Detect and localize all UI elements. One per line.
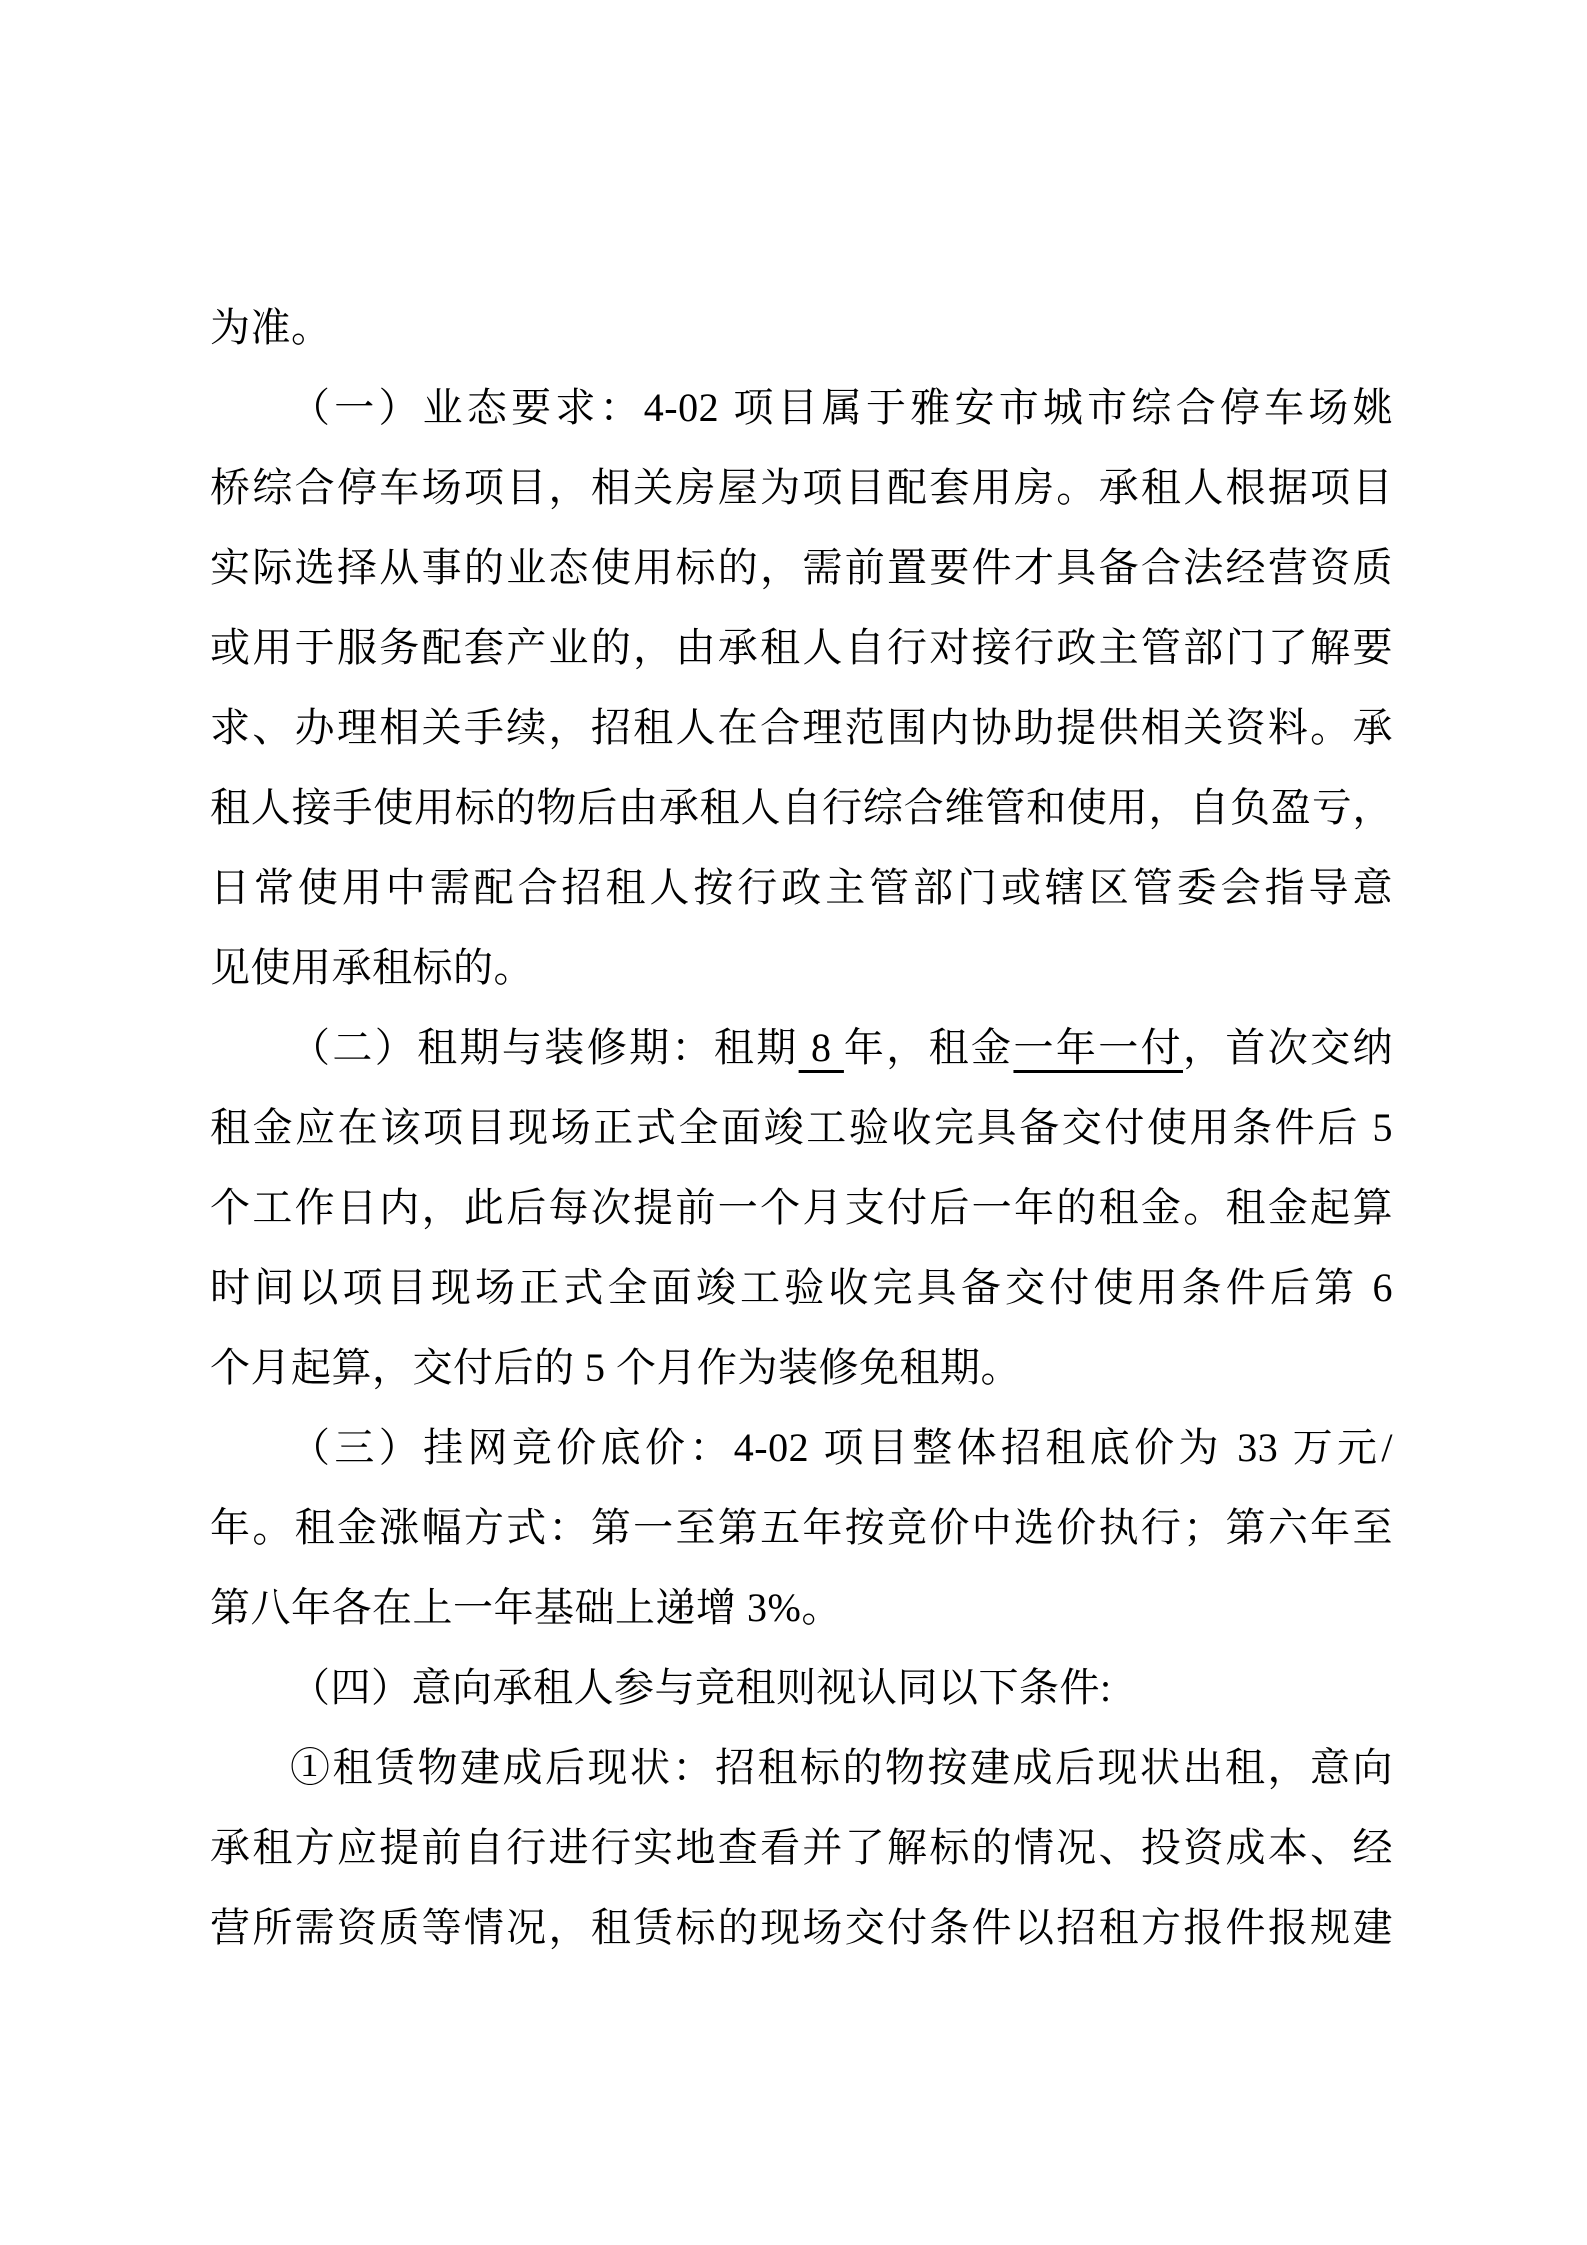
document-body — [210, 288, 1393, 1968]
text-segment: 第八年各在上一年基础上递增 3%。 — [210, 1585, 842, 1630]
text-line — [210, 368, 1393, 448]
text-segment: （四）意向承租人参与竞租则视认同以下条件: — [290, 1665, 1112, 1710]
text-segment: 日常使用中需配合招租人按行政主管部门或辖区管委会指导意 — [210, 865, 1393, 910]
text-line — [210, 1888, 1393, 1968]
text-segment: （二）租期与装修期：租期 — [290, 1025, 799, 1070]
text-segment: 或用于服务配套产业的，由承租人自行对接行政主管部门了解要 — [210, 625, 1393, 670]
text-line — [210, 1008, 1393, 1088]
text-line — [210, 848, 1393, 928]
text-line — [210, 448, 1393, 528]
text-line — [210, 1168, 1393, 1248]
text-segment: 见使用承租标的。 — [210, 945, 534, 990]
text-segment: 个月起算，交付后的 5 个月作为装修免租期。 — [210, 1345, 1021, 1390]
text-segment: （一）业态要求：4-02 项目属于雅安市城市综合停车场姚 — [290, 385, 1393, 430]
text-line — [210, 1648, 1393, 1728]
text-line — [210, 528, 1393, 608]
text-line — [210, 928, 1393, 1008]
text-segment: 租金应在该项目现场正式全面竣工验收完具备交付使用条件后 5 — [210, 1105, 1393, 1150]
text-segment: （三）挂网竞价底价：4-02 项目整体招租底价为 33 万元/ — [290, 1425, 1393, 1470]
text-segment: ①租赁物建成后现状：招租标的物按建成后现状出租，意向 — [290, 1745, 1393, 1790]
text-segment: 实际选择从事的业态使用标的，需前置要件才具备合法经营资质 — [210, 545, 1393, 590]
text-segment: 个工作日内，此后每次提前一个月支付后一年的租金。租金起算 — [210, 1185, 1393, 1230]
text-line — [210, 1568, 1393, 1648]
text-segment: 年，租金 — [843, 1025, 1014, 1070]
text-line — [210, 1408, 1393, 1488]
text-line — [210, 1728, 1393, 1808]
text-segment: 求、办理相关手续，招租人在合理范围内协助提供相关资料。承 — [210, 705, 1393, 750]
text-segment: 年。租金涨幅方式：第一至第五年按竞价中选价执行；第六年至 — [210, 1505, 1393, 1550]
text-segment: 为准。 — [210, 305, 332, 350]
text-line — [210, 288, 1393, 368]
text-line — [210, 608, 1393, 688]
text-segment: 承租方应提前自行进行实地查看并了解标的情况、投资成本、经 — [210, 1825, 1393, 1870]
text-line — [210, 1088, 1393, 1168]
text-segment: 时间以项目现场正式全面竣工验收完具备交付使用条件后第 6 — [210, 1265, 1393, 1310]
underlined-text: 8 — [798, 1025, 844, 1070]
text-line — [210, 768, 1393, 848]
text-segment: 营所需资质等情况，租赁标的现场交付条件以招租方报件报规建 — [210, 1905, 1393, 1950]
text-line — [210, 1488, 1393, 1568]
text-line — [210, 1328, 1393, 1408]
text-line — [210, 1248, 1393, 1328]
text-line — [210, 1808, 1393, 1888]
text-line — [210, 688, 1393, 768]
text-segment: 桥综合停车场项目，相关房屋为项目配套用房。承租人根据项目 — [210, 465, 1393, 510]
underlined-text: 一年一付 — [1013, 1025, 1183, 1070]
text-segment: ，首次交纳 — [1183, 1025, 1393, 1070]
text-segment: 租人接手使用标的物后由承租人自行综合维管和使用，自负盈亏， — [210, 785, 1393, 830]
